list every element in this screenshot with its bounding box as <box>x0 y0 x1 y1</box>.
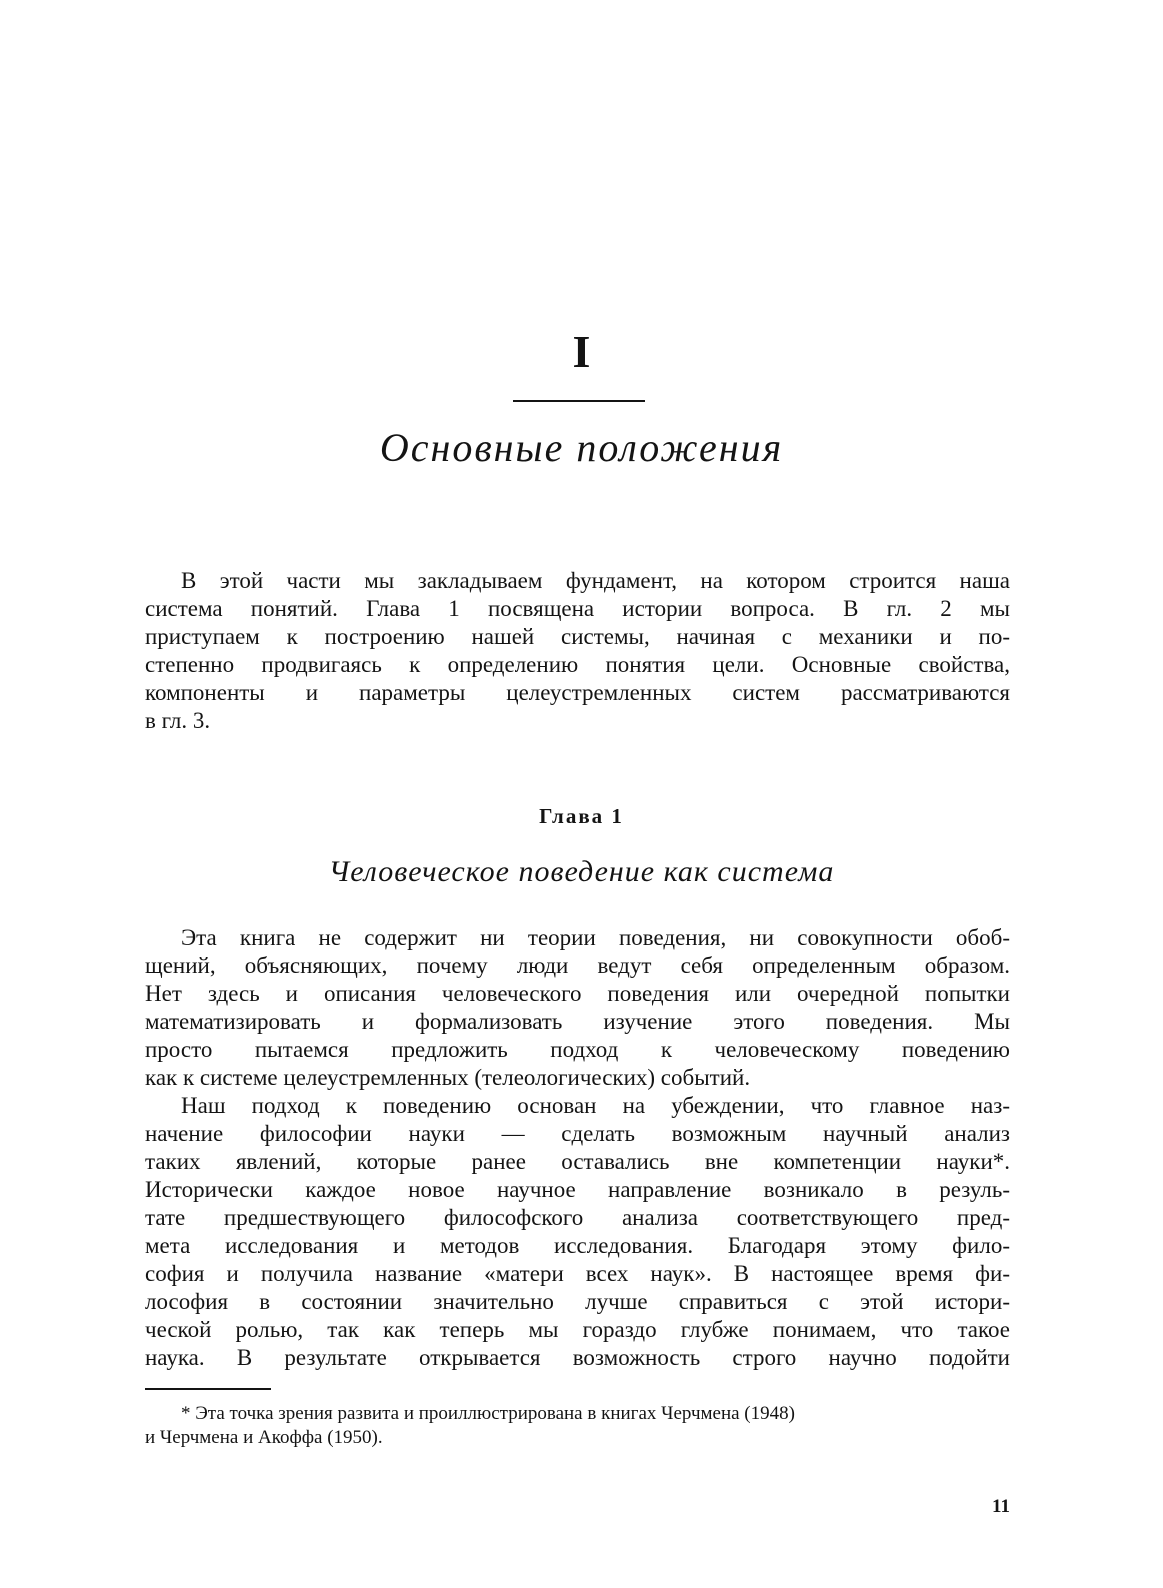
body-line: математизировать и формализовать изучение этого поведения. Мы <box>145 1009 1010 1034</box>
body-line: Исторически каждое новое научное направление возникало в резуль- <box>145 1177 1010 1202</box>
part-number: I <box>572 326 591 377</box>
body-text <box>145 924 1010 1372</box>
body-line: наука. В результате открывается возможность строго научно подойти <box>145 1345 1010 1370</box>
body-line: Эта книга не содержит ни теории поведения, ни совокупности обоб- <box>181 925 1010 950</box>
chapter-title: Человеческое поведение как система <box>328 855 835 888</box>
intro-line: компоненты и параметры целеустремленных систем рассматриваются <box>145 680 1010 705</box>
intro-paragraph <box>145 567 1010 735</box>
chapter-label: Глава 1 <box>539 804 624 828</box>
intro-line: в гл. 3. <box>145 708 211 733</box>
page-number: 11 <box>992 1496 1010 1517</box>
body-line: щений, объясняющих, почему люди ведут себя определенным образом. <box>145 953 1010 978</box>
body-line: тате предшествующего философского анализа соответствующего пред- <box>145 1205 1010 1230</box>
body-line: просто пытаемся предложить подход к человеческому поведению <box>145 1037 1010 1062</box>
body-line: Нет здесь и описания человеческого поведения или очередной попытки <box>145 981 1010 1006</box>
intro-line: система понятий. Глава 1 посвящена истории вопроса. В гл. 2 мы <box>145 596 1010 621</box>
footnote-rule <box>145 1388 271 1390</box>
footnote-line: * Эта точка зрения развита и проиллюстрирована в книгах Черчмена (1948) <box>181 1403 795 1424</box>
intro-line: приступаем к построению нашей системы, начиная с механики и по- <box>145 624 1010 649</box>
intro-line: степенно продвигаясь к определению понятия цели. Основные свойства, <box>145 652 1010 677</box>
body-line: таких явлений, которые ранее оставались вне компетенции науки*. <box>145 1149 1010 1174</box>
body-line: начение философии науки — сделать возможным научный анализ <box>145 1121 1010 1146</box>
body-line: софия и получила название «матери всех наук». В настоящее время фи- <box>145 1261 1010 1286</box>
footnote-line: и Черчмена и Акоффа (1950). <box>145 1427 383 1448</box>
body-line: ческой ролью, так как теперь мы гораздо глубже понимаем, что такое <box>145 1317 1010 1342</box>
intro-line: В этой части мы закладываем фундамент, на котором строится наша <box>181 568 1010 593</box>
part-title-rule <box>513 400 645 402</box>
part-title: Основные положения <box>379 425 784 470</box>
footnote <box>145 1402 1010 1450</box>
body-line: лософия в состоянии значительно лучше справиться с этой истори- <box>145 1289 1010 1314</box>
body-line: мета исследования и методов исследования. Благодаря этому фило- <box>145 1233 1010 1258</box>
body-line: как к системе целеустремленных (телеологических) событий. <box>145 1065 751 1090</box>
body-line: Наш подход к поведению основан на убеждении, что главное наз- <box>181 1093 1010 1118</box>
